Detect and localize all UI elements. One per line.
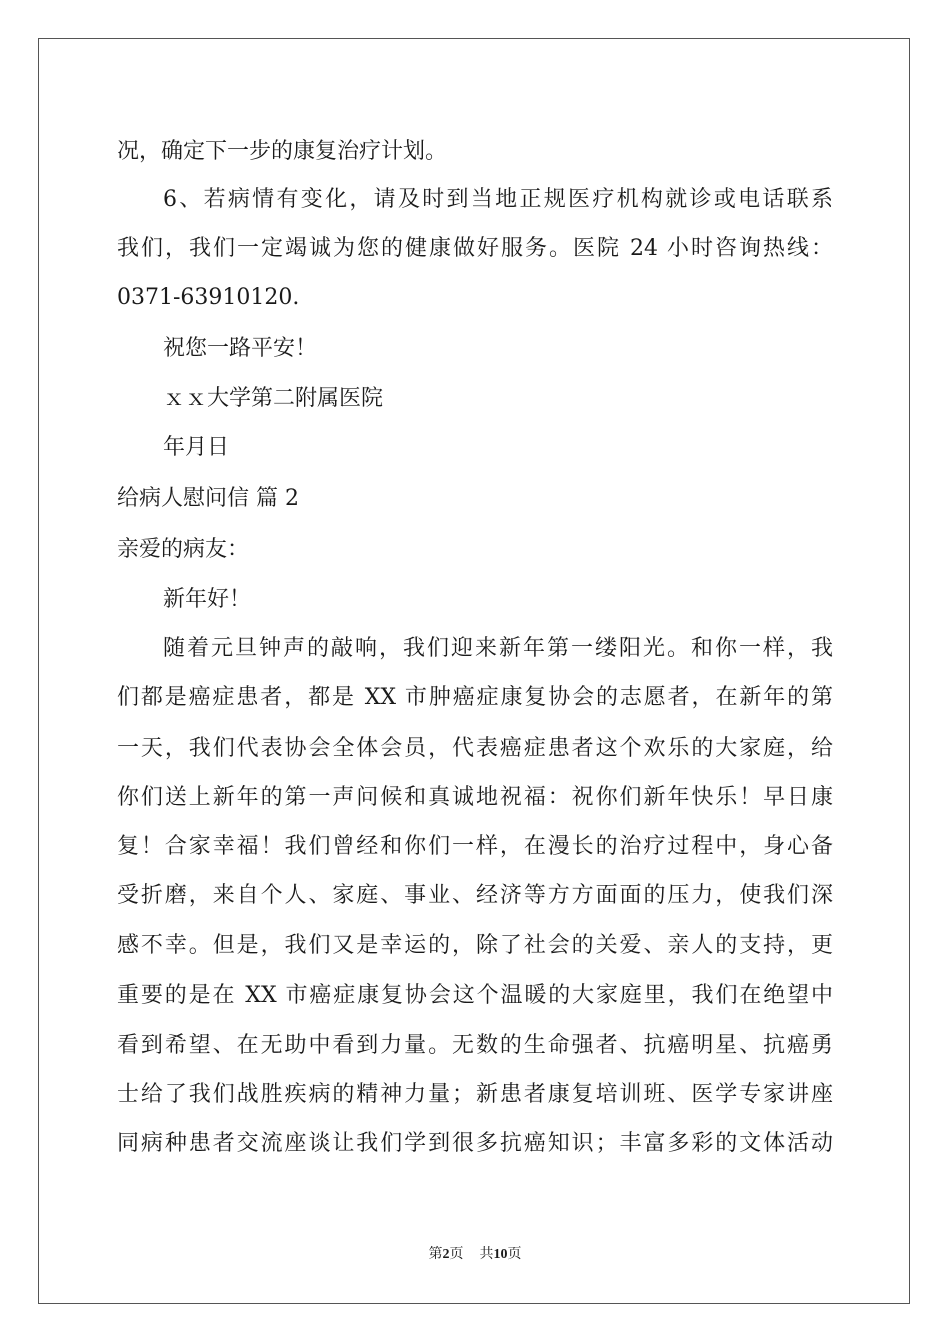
text-line: 0371-63910120.: [117, 285, 300, 310]
text-line: 你们送上新年的第一声问候和真诚地祝福：祝你们新年快乐！早日康: [117, 785, 833, 810]
page-border: [38, 38, 910, 1304]
text-line: 复！合家幸福！我们曾经和你们一样，在漫长的治疗过程中，身心备: [117, 834, 833, 859]
text-line: 感不幸。但是，我们又是幸运的，除了社会的关爱、亲人的支持，更: [117, 933, 833, 958]
text-line: 士给了我们战胜疾病的精神力量；新患者康复培训班、医学专家讲座: [117, 1082, 833, 1107]
text-line: 看到希望、在无助中看到力量。无数的生命强者、抗癌明星、抗癌勇: [117, 1033, 833, 1058]
text-line: 况，确定下一步的康复治疗计划。: [117, 139, 448, 164]
text-line: 们都是癌症患者，都是 XX 市肿癌症康复协会的志愿者，在新年的第: [117, 685, 833, 710]
text-line: 一天，我们代表协会全体会员，代表癌症患者这个欢乐的大家庭，给: [117, 736, 833, 761]
salutation: 亲爱的病友：: [117, 537, 250, 562]
page-prefix: 第: [428, 1247, 443, 1262]
text-line: 我们，我们一定竭诚为您的健康做好服务。医院 24 小时咨询热线：: [117, 236, 833, 261]
signature-date: 年月日: [163, 435, 230, 460]
section-title: 给病人慰问信 篇 2: [117, 486, 299, 511]
text-line: 随着元旦钟声的敲响，我们迎来新年第一缕阳光。和你一样，我: [163, 636, 833, 661]
signature-org: ｘｘ大学第二附属医院: [163, 386, 384, 411]
text-line: 祝您一路平安！: [163, 336, 318, 361]
page-footer: [0, 1243, 950, 1263]
text-line: 6、若病情有变化，请及时到当地正规医疗机构就诊或电话联系: [163, 187, 833, 212]
total-suffix: 页: [507, 1247, 522, 1262]
total-pages: 10: [493, 1247, 508, 1262]
greeting: 新年好！: [163, 587, 252, 612]
page-suffix: 页: [449, 1247, 464, 1262]
text-line: 重要的是在 XX 市癌症康复协会这个温暖的大家庭里，我们在绝望中: [117, 983, 833, 1008]
text-line: 受折磨，来自个人、家庭、事业、经济等方方面面的压力，使我们深: [117, 883, 833, 908]
page-number: 2: [442, 1247, 450, 1262]
total-prefix: 共: [479, 1247, 494, 1262]
text-line: 同病种患者交流座谈让我们学到很多抗癌知识；丰富多彩的文体活动: [117, 1131, 833, 1156]
